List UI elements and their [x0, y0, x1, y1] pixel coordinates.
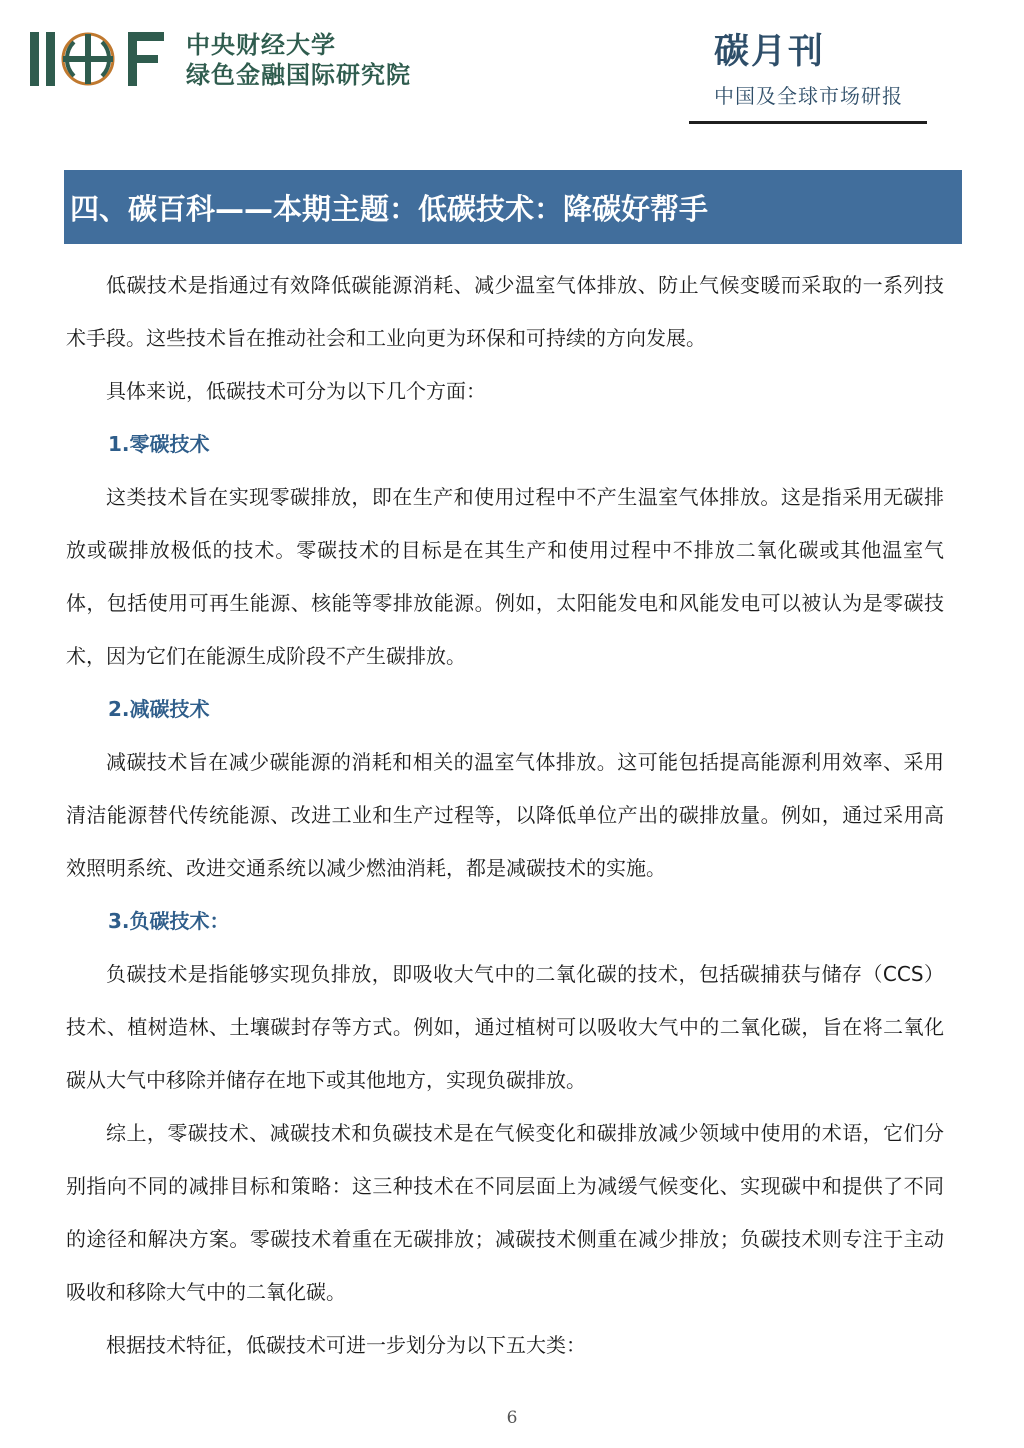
section-banner	[64, 170, 962, 244]
institution-line-1: 中央财经大学	[186, 31, 336, 59]
heading-zero-carbon: 1.零碳技术	[108, 432, 210, 456]
page-number: 6	[506, 1408, 518, 1428]
paragraph-overview: 具体来说，低碳技术可分为以下几个方面：	[106, 379, 486, 403]
paragraph-summary: 综上，零碳技术、减碳技术和负碳技术是在气候变化和碳排放减少领域中使用的术语，它们分别指向不同的减排目标和策略：这三种技术在不同层面上为减缓气候变化、实现碳中和提供了不同的途径和解决方案。零碳技术着重在无碳排放；减碳技术侧重在减少排放；负碳技术则专注于主动吸收和移除大气中的二氧化碳。	[66, 1121, 944, 1304]
paragraph-intro: 低碳技术是指通过有效降低碳能源消耗、减少温室气体排放、防止气候变暖而采取的一系列技术手段。这些技术旨在推动社会和工业向更为环保和可持续的方向发展。	[66, 273, 944, 350]
article-body	[66, 259, 944, 1372]
institution-line-2: 绿色金融国际研究院	[186, 61, 411, 89]
magazine-title: 碳月刊	[714, 32, 826, 72]
header-divider	[689, 121, 927, 124]
paragraph-categories: 根据技术特征，低碳技术可进一步划分为以下五大类：	[106, 1333, 586, 1357]
heading-negative-carbon: 3.负碳技术：	[108, 909, 230, 933]
heading-carbon-reduction: 2.减碳技术	[108, 697, 210, 721]
paragraph-negative-carbon: 负碳技术是指能够实现负排放，即吸收大气中的二氧化碳的技术，包括碳捕获与储存（CCS）技术、植树造林、土壤碳封存等方式。例如，通过植树可以吸收大气中的二氧化碳，旨在将二氧化碳从大气中移除并储存在地下或其他地方，实现负碳排放。	[66, 962, 944, 1092]
iigf-logo	[30, 28, 170, 90]
institution-name	[186, 30, 411, 90]
paragraph-zero-carbon: 这类技术旨在实现零碳排放，即在生产和使用过程中不产生温室气体排放。这是指采用无碳排放或碳排放极低的技术。零碳技术的目标是在其生产和使用过程中不排放二氧化碳或其他温室气体，包括使用可再生能源、核能等零排放能源。例如，太阳能发电和风能发电可以被认为是零碳技术，因为它们在能源生成阶段不产生碳排放。	[66, 485, 944, 668]
paragraph-carbon-reduction: 减碳技术旨在减少碳能源的消耗和相关的温室气体排放。这可能包括提高能源利用效率、采用清洁能源替代传统能源、改进工业和生产过程等，以降低单位产出的碳排放量。例如，通过采用高效照明系统、改进交通系统以减少燃油消耗，都是减碳技术的实施。	[66, 750, 944, 880]
magazine-subtitle: 中国及全球市场研报	[714, 84, 903, 108]
section-title: 四、碳百科——本期主题：低碳技术：降碳好帮手	[70, 192, 709, 226]
